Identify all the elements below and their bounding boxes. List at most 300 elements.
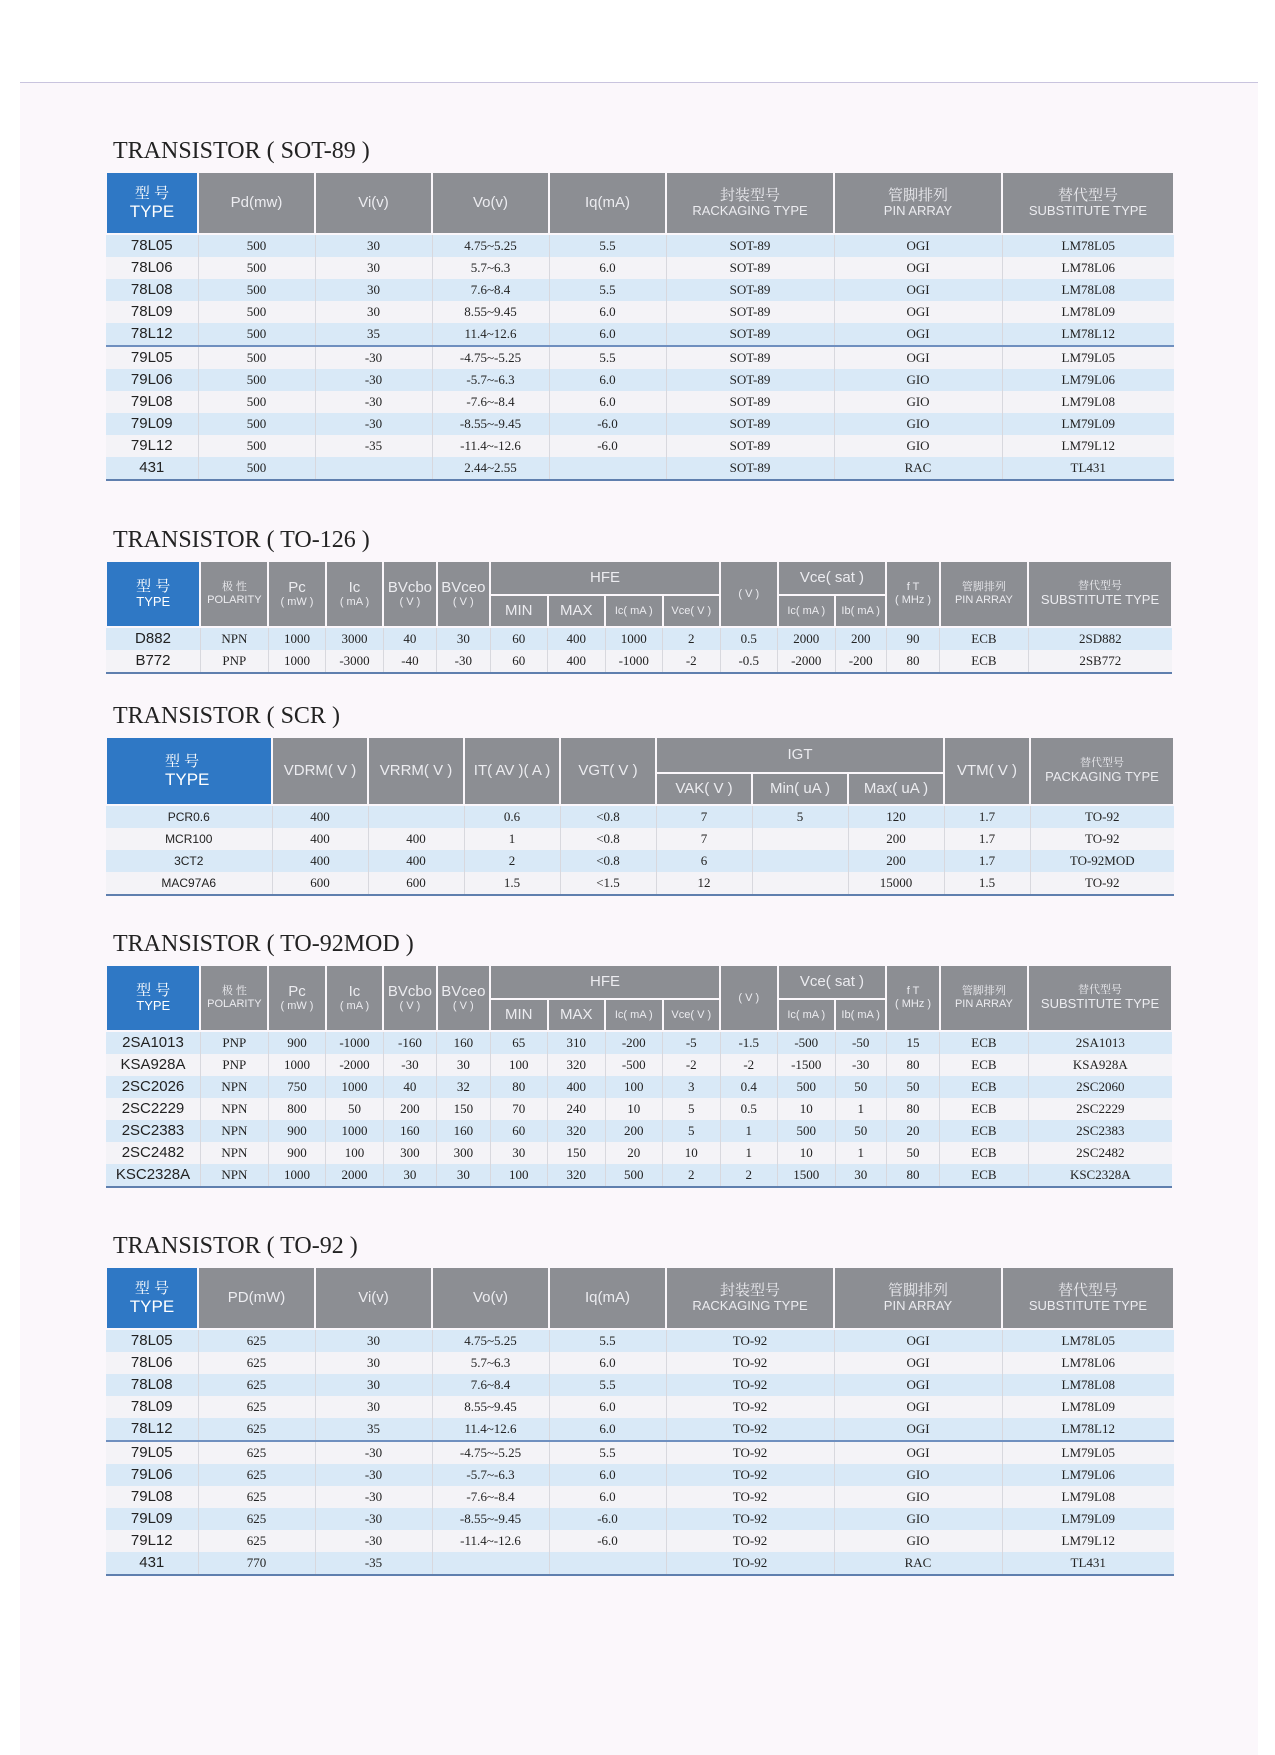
- table-cell: GIO: [834, 1486, 1002, 1508]
- table-cell: PNP: [200, 1031, 268, 1054]
- table-cell: 625: [198, 1374, 315, 1396]
- table-cell: -4.75~-5.25: [432, 346, 549, 369]
- table-cell: LM79L09: [1002, 413, 1174, 435]
- table-cell: 11.4~12.6: [432, 323, 549, 346]
- table-cell: SOT-89: [666, 234, 834, 257]
- table-cell: 1: [835, 1098, 886, 1120]
- hfe-vce-header: Vce( V ): [663, 999, 721, 1031]
- table-cell: 160: [437, 1031, 490, 1054]
- table-cell: 30: [315, 279, 432, 301]
- table-cell: -1500: [778, 1054, 836, 1076]
- table-cell: [549, 457, 666, 480]
- table-row: [106, 828, 1174, 850]
- packaging-header: 封装型号 RACKAGING TYPE: [666, 1267, 834, 1329]
- table-row: [106, 1486, 1174, 1508]
- vgt-header: VGT( V ): [560, 737, 656, 805]
- pin-array-header: 管脚排列 PIN ARRAY: [940, 965, 1028, 1031]
- table-cell: 625: [198, 1530, 315, 1552]
- type-cell: 78L09: [106, 1396, 198, 1418]
- table-cell: 320: [548, 1164, 606, 1187]
- table-cell: LM78L09: [1002, 1396, 1174, 1418]
- section-title: TRANSISTOR ( TO-92 ): [113, 1233, 358, 1259]
- table-cell: TO-92: [666, 1464, 834, 1486]
- vi-header: Vi(v): [315, 172, 432, 234]
- table-cell: [549, 1552, 666, 1575]
- to126-table: [105, 560, 1173, 674]
- table-cell: 320: [548, 1120, 606, 1142]
- table-cell: 1.5: [944, 872, 1030, 895]
- table-cell: 5.5: [549, 1329, 666, 1352]
- table-row: [106, 1120, 1172, 1142]
- table-cell: 5.7~6.3: [432, 1352, 549, 1374]
- table-cell: 0.5: [720, 1098, 778, 1120]
- table-cell: 30: [437, 1054, 490, 1076]
- pd-header: PD(mW): [198, 1267, 315, 1329]
- table-cell: 2SC2229: [1028, 1098, 1172, 1120]
- table-row: [106, 435, 1174, 457]
- it-header: IT( AV )( A ): [464, 737, 560, 805]
- table-cell: 2SB772: [1028, 650, 1172, 673]
- table-cell: -2000: [326, 1054, 384, 1076]
- table-cell: 500: [198, 323, 315, 346]
- v-unit-header: ( V ): [720, 965, 778, 1031]
- table-cell: 6.0: [549, 1486, 666, 1508]
- table-cell: 30: [490, 1142, 548, 1164]
- sat-ic-header: Ic( mA ): [778, 999, 836, 1031]
- table-cell: 300: [383, 1142, 436, 1164]
- pd-header: Pd(mw): [198, 172, 315, 234]
- table-cell: 6.0: [549, 369, 666, 391]
- table-cell: NPN: [200, 1120, 268, 1142]
- table-cell: TO-92: [666, 1552, 834, 1575]
- table-cell: 20: [886, 1120, 939, 1142]
- type-cell: 78L12: [106, 1418, 198, 1441]
- table-cell: 400: [548, 1076, 606, 1098]
- table-cell: -1.5: [720, 1031, 778, 1054]
- bvceo-header: BVceo ( V ): [437, 561, 490, 627]
- table-cell: 150: [437, 1098, 490, 1120]
- table-cell: 8.55~9.45: [432, 301, 549, 323]
- substitute-header: 替代型号 SUBSTITUTE TYPE: [1002, 1267, 1174, 1329]
- section-title: TRANSISTOR ( TO-92MOD ): [113, 931, 414, 957]
- table-cell: LM78L12: [1002, 1418, 1174, 1441]
- section-to126: [105, 526, 1173, 674]
- table-cell: 30: [437, 627, 490, 650]
- table-cell: 500: [198, 346, 315, 369]
- table-cell: 625: [198, 1396, 315, 1418]
- table-cell: 1: [720, 1120, 778, 1142]
- igt-max-header: Max( uA ): [848, 773, 944, 805]
- table-cell: TO-92: [666, 1329, 834, 1352]
- table-cell: ECB: [940, 1142, 1028, 1164]
- table-cell: KSA928A: [1028, 1054, 1172, 1076]
- type-cell: PCR0.6: [106, 805, 272, 828]
- table-cell: 500: [198, 234, 315, 257]
- table-cell: 400: [548, 650, 606, 673]
- table-cell: 20: [605, 1142, 663, 1164]
- table-cell: 1000: [268, 1054, 326, 1076]
- table-cell: 50: [886, 1076, 939, 1098]
- table-row: [106, 1530, 1174, 1552]
- hfe-ic-header: Ic( mA ): [605, 999, 663, 1031]
- table-cell: 7: [656, 805, 752, 828]
- table-cell: 500: [198, 435, 315, 457]
- table-row: [106, 650, 1172, 673]
- table-cell: TO-92: [1030, 872, 1174, 895]
- table-row: [106, 457, 1174, 480]
- table-row: [106, 1464, 1174, 1486]
- table-cell: 5.5: [549, 346, 666, 369]
- table-cell: [752, 828, 848, 850]
- table-cell: 0.5: [720, 627, 778, 650]
- table-cell: GIO: [834, 369, 1002, 391]
- substitute-header: 替代型号 SUBSTITUTE TYPE: [1002, 172, 1174, 234]
- table-cell: TO-92: [666, 1530, 834, 1552]
- vcesat-header: Vce( sat ): [778, 561, 887, 595]
- table-cell: SOT-89: [666, 257, 834, 279]
- table-cell: OGI: [834, 234, 1002, 257]
- pin-array-header: 管脚排列 PIN ARRAY: [940, 561, 1028, 627]
- type-header: 型 号 TYPE: [106, 1267, 198, 1329]
- type-cell: 2SC2383: [106, 1120, 200, 1142]
- table-cell: 2SD882: [1028, 627, 1172, 650]
- table-cell: LM79L12: [1002, 435, 1174, 457]
- table-cell: 2SC2060: [1028, 1076, 1172, 1098]
- table-cell: -11.4~-12.6: [432, 435, 549, 457]
- table-cell: 625: [198, 1508, 315, 1530]
- table-cell: ECB: [940, 627, 1028, 650]
- table-cell: 7: [656, 828, 752, 850]
- table-cell: 1000: [268, 627, 326, 650]
- table-cell: -30: [437, 650, 490, 673]
- polarity-header: 极 性 POLARITY: [200, 561, 268, 627]
- type-cell: 78L06: [106, 257, 198, 279]
- table-cell: -5: [663, 1031, 721, 1054]
- type-cell: 79L09: [106, 1508, 198, 1530]
- table-cell: GIO: [834, 1464, 1002, 1486]
- pc-header: Pc ( mW ): [268, 561, 326, 627]
- packaging-header: 封装型号 RACKAGING TYPE: [666, 172, 834, 234]
- table-cell: 2000: [326, 1164, 384, 1187]
- table-cell: 160: [383, 1120, 436, 1142]
- section-to92mod: [105, 930, 1173, 1188]
- table-cell: 6: [656, 850, 752, 872]
- type-cell: 2SC2229: [106, 1098, 200, 1120]
- type-cell: 78L05: [106, 1329, 198, 1352]
- table-cell: 200: [848, 828, 944, 850]
- table-cell: -6.0: [549, 1508, 666, 1530]
- table-cell: -1000: [326, 1031, 384, 1054]
- vak-header: VAK( V ): [656, 773, 752, 805]
- table-cell: -500: [778, 1031, 836, 1054]
- table-cell: 6.0: [549, 1396, 666, 1418]
- table-row: [106, 1054, 1172, 1076]
- table-cell: [315, 457, 432, 480]
- type-cell: KSA928A: [106, 1054, 200, 1076]
- table-cell: 500: [198, 413, 315, 435]
- table-cell: -500: [605, 1054, 663, 1076]
- type-header: 型 号 TYPE: [106, 965, 200, 1031]
- type-cell: 2SC2026: [106, 1076, 200, 1098]
- table-cell: 65: [490, 1031, 548, 1054]
- ic-header: Ic ( mA ): [326, 561, 384, 627]
- table-cell: ECB: [940, 1120, 1028, 1142]
- substitute-header: 替代型号 SUBSTITUTE TYPE: [1028, 561, 1172, 627]
- table-cell: -0.5: [720, 650, 778, 673]
- table-row: [106, 1508, 1174, 1530]
- hfe-max-header: MAX: [548, 999, 606, 1031]
- table-cell: OGI: [834, 1418, 1002, 1441]
- table-cell: 15000: [848, 872, 944, 895]
- igt-header: IGT: [656, 737, 944, 773]
- table-cell: OGI: [834, 301, 1002, 323]
- table-cell: 2: [663, 627, 721, 650]
- table-cell: 900: [268, 1031, 326, 1054]
- type-cell: 78L09: [106, 301, 198, 323]
- table-cell: 1000: [326, 1120, 384, 1142]
- table-cell: TL431: [1002, 1552, 1174, 1575]
- table-cell: 40: [383, 1076, 436, 1098]
- table-cell: PNP: [200, 1054, 268, 1076]
- table-cell: ECB: [940, 1031, 1028, 1054]
- table-cell: 500: [198, 369, 315, 391]
- table-cell: 50: [835, 1120, 886, 1142]
- table-cell: 80: [886, 1098, 939, 1120]
- iq-header: Iq(mA): [549, 1267, 666, 1329]
- table-cell: 320: [548, 1054, 606, 1076]
- polarity-header: 极 性 POLARITY: [200, 965, 268, 1031]
- vi-header: Vi(v): [315, 1267, 432, 1329]
- table-cell: 1: [464, 828, 560, 850]
- type-cell: 79L05: [106, 346, 198, 369]
- table-cell: NPN: [200, 1076, 268, 1098]
- iq-header: Iq(mA): [549, 172, 666, 234]
- table-cell: SOT-89: [666, 369, 834, 391]
- table-cell: 1.5: [464, 872, 560, 895]
- table-cell: 500: [778, 1076, 836, 1098]
- table-cell: OGI: [834, 1329, 1002, 1352]
- table-cell: 5: [663, 1098, 721, 1120]
- table-cell: 2: [720, 1164, 778, 1187]
- table-cell: 0.6: [464, 805, 560, 828]
- table-cell: 30: [315, 1374, 432, 1396]
- table-row: [106, 1396, 1174, 1418]
- table-cell: 30: [383, 1164, 436, 1187]
- table-cell: -30: [315, 1441, 432, 1464]
- table-cell: TO-92: [666, 1374, 834, 1396]
- table-cell: 100: [605, 1076, 663, 1098]
- table-cell: -35: [315, 1552, 432, 1575]
- table-cell: OGI: [834, 1441, 1002, 1464]
- table-cell: <0.8: [560, 805, 656, 828]
- pc-header: Pc ( mW ): [268, 965, 326, 1031]
- table-cell: -6.0: [549, 1530, 666, 1552]
- table-cell: 2: [663, 1164, 721, 1187]
- table-cell: LM78L08: [1002, 279, 1174, 301]
- table-cell: 6.0: [549, 323, 666, 346]
- table-row: [106, 1441, 1174, 1464]
- type-header: 型 号 TYPE: [106, 561, 200, 627]
- type-cell: 3CT2: [106, 850, 272, 872]
- table-cell: ECB: [940, 1054, 1028, 1076]
- table-row: [106, 627, 1172, 650]
- table-cell: -50: [835, 1031, 886, 1054]
- type-cell: 79L05: [106, 1441, 198, 1464]
- table-cell: 100: [326, 1142, 384, 1164]
- table-cell: -7.6~-8.4: [432, 1486, 549, 1508]
- table-cell: RAC: [834, 1552, 1002, 1575]
- table-cell: 12: [656, 872, 752, 895]
- table-cell: -30: [315, 1486, 432, 1508]
- type-header: 型 号 TYPE: [106, 737, 272, 805]
- table-cell: GIO: [834, 1508, 1002, 1530]
- type-cell: 78L06: [106, 1352, 198, 1374]
- sat-ib-header: Ib( mA ): [835, 999, 886, 1031]
- table-cell: 30: [315, 234, 432, 257]
- table-cell: 625: [198, 1352, 315, 1374]
- table-cell: 80: [886, 650, 939, 673]
- table-cell: 30: [315, 1396, 432, 1418]
- table-cell: 400: [368, 828, 464, 850]
- type-cell: 78L08: [106, 279, 198, 301]
- table-cell: TO-92: [1030, 828, 1174, 850]
- table-cell: 6.0: [549, 1418, 666, 1441]
- table-cell: -30: [315, 369, 432, 391]
- table-cell: NPN: [200, 1142, 268, 1164]
- table-cell: RAC: [834, 457, 1002, 480]
- vo-header: Vo(v): [432, 1267, 549, 1329]
- table-cell: OGI: [834, 346, 1002, 369]
- table-cell: 6.0: [549, 301, 666, 323]
- table-cell: OGI: [834, 279, 1002, 301]
- table-cell: [368, 805, 464, 828]
- table-cell: LM78L09: [1002, 301, 1174, 323]
- vdrm-header: VDRM( V ): [272, 737, 368, 805]
- table-cell: -30: [315, 346, 432, 369]
- table-cell: TO-92: [1030, 805, 1174, 828]
- table-cell: 300: [437, 1142, 490, 1164]
- table-cell: LM79L06: [1002, 1464, 1174, 1486]
- type-header: 型 号 TYPE: [106, 172, 198, 234]
- vtm-header: VTM( V ): [944, 737, 1030, 805]
- table-cell: 80: [886, 1164, 939, 1187]
- table-row: [106, 1142, 1172, 1164]
- table-cell: 625: [198, 1486, 315, 1508]
- table-cell: 400: [272, 828, 368, 850]
- table-cell: PNP: [200, 650, 268, 673]
- table-cell: [752, 850, 848, 872]
- sat-ic-header: Ic( mA ): [778, 595, 836, 627]
- table-cell: -40: [383, 650, 436, 673]
- table-cell: -8.55~-9.45: [432, 413, 549, 435]
- table-cell: -6.0: [549, 435, 666, 457]
- hfe-max-header: MAX: [548, 595, 606, 627]
- table-cell: 10: [605, 1098, 663, 1120]
- pin-array-header: 管脚排列 PIN ARRAY: [834, 1267, 1002, 1329]
- to92-table: [105, 1266, 1175, 1576]
- table-cell: 400: [272, 805, 368, 828]
- bvceo-header: BVceo ( V ): [437, 965, 490, 1031]
- table-cell: 35: [315, 323, 432, 346]
- table-cell: 40: [383, 627, 436, 650]
- section-title: TRANSISTOR ( SCR ): [113, 703, 340, 729]
- table-cell: 2SA1013: [1028, 1031, 1172, 1054]
- table-cell: 500: [198, 457, 315, 480]
- table-row: [106, 413, 1174, 435]
- table-cell: LM78L05: [1002, 234, 1174, 257]
- table-cell: 1000: [326, 1076, 384, 1098]
- v-unit-header: ( V ): [720, 561, 778, 627]
- table-cell: [752, 872, 848, 895]
- table-cell: 80: [886, 1054, 939, 1076]
- table-cell: 800: [268, 1098, 326, 1120]
- table-cell: 625: [198, 1418, 315, 1441]
- table-cell: 1000: [268, 1164, 326, 1187]
- table-cell: 160: [437, 1120, 490, 1142]
- table-row: [106, 1076, 1172, 1098]
- type-cell: MAC97A6: [106, 872, 272, 895]
- table-cell: 50: [835, 1076, 886, 1098]
- table-cell: -3000: [326, 650, 384, 673]
- bvcbo-header: BVcbo ( V ): [383, 965, 436, 1031]
- section-title: TRANSISTOR ( TO-126 ): [113, 527, 370, 553]
- table-cell: 400: [368, 850, 464, 872]
- hfe-vce-header: Vce( V ): [663, 595, 721, 627]
- type-cell: 79L06: [106, 1464, 198, 1486]
- table-cell: -160: [383, 1031, 436, 1054]
- table-cell: 30: [437, 1164, 490, 1187]
- table-cell: 60: [490, 1120, 548, 1142]
- table-cell: ECB: [940, 1076, 1028, 1098]
- table-cell: 100: [490, 1164, 548, 1187]
- table-cell: 200: [383, 1098, 436, 1120]
- table-cell: 5.7~6.3: [432, 257, 549, 279]
- type-cell: D882: [106, 627, 200, 650]
- table-row: [106, 1329, 1174, 1352]
- table-cell: 3: [663, 1076, 721, 1098]
- table-cell: 30: [835, 1164, 886, 1187]
- type-cell: 78L08: [106, 1374, 198, 1396]
- table-cell: -30: [835, 1054, 886, 1076]
- table-cell: 30: [315, 301, 432, 323]
- table-cell: 2SC2383: [1028, 1120, 1172, 1142]
- table-cell: 625: [198, 1441, 315, 1464]
- table-cell: 8.55~9.45: [432, 1396, 549, 1418]
- table-cell: 32: [437, 1076, 490, 1098]
- pin-array-header: 管脚排列 PIN ARRAY: [834, 172, 1002, 234]
- table-cell: 900: [268, 1120, 326, 1142]
- table-cell: GIO: [834, 413, 1002, 435]
- table-cell: 5.5: [549, 234, 666, 257]
- ft-header: f T ( MHz ): [886, 965, 939, 1031]
- table-cell: 6.0: [549, 1464, 666, 1486]
- hfe-ic-header: Ic( mA ): [605, 595, 663, 627]
- table-cell: SOT-89: [666, 457, 834, 480]
- table-row: [106, 369, 1174, 391]
- table-cell: -30: [315, 391, 432, 413]
- packaging-header: 替代型号 PACKAGING TYPE: [1030, 737, 1174, 805]
- table-cell: 200: [605, 1120, 663, 1142]
- table-cell: TO-92: [666, 1352, 834, 1374]
- table-row: [106, 872, 1174, 895]
- table-cell: 5.5: [549, 1374, 666, 1396]
- table-cell: -4.75~-5.25: [432, 1441, 549, 1464]
- table-cell: TO-92: [666, 1486, 834, 1508]
- table-cell: 10: [778, 1142, 836, 1164]
- table-row: [106, 850, 1174, 872]
- table-cell: 500: [198, 301, 315, 323]
- hfe-min-header: MIN: [490, 999, 548, 1031]
